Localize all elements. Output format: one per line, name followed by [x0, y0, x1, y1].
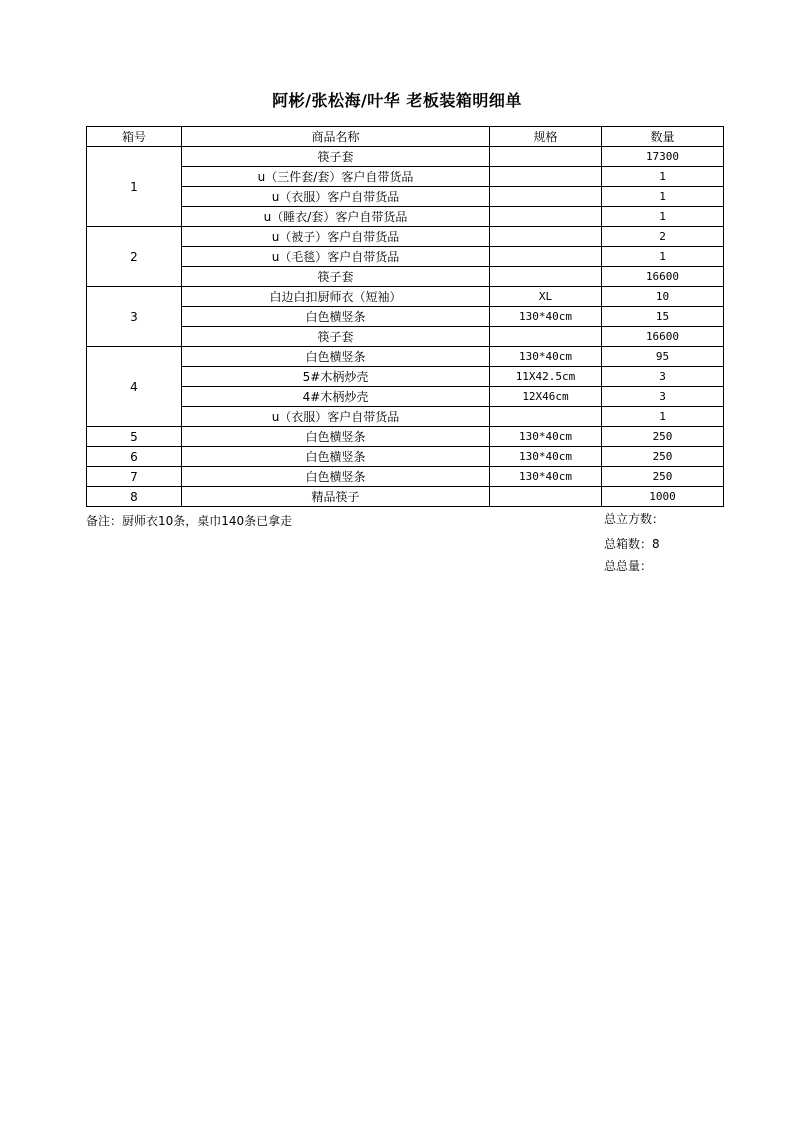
- packing-list-table: [86, 126, 724, 507]
- table-row: [87, 267, 724, 287]
- quantity-cell: 1: [602, 207, 724, 227]
- remark-note: 备注：厨师衣10条，桌巾140条已拿走: [86, 514, 293, 528]
- quantity-cell: 250: [602, 467, 724, 487]
- product-name-cell: u（三件套/套）客户自带货品: [182, 167, 490, 187]
- spec-cell: [490, 147, 602, 167]
- spec-cell: [490, 187, 602, 207]
- product-name-cell: 白色横竖条: [182, 307, 490, 327]
- quantity-cell: 17300: [602, 147, 724, 167]
- table-row: [87, 287, 724, 307]
- product-name-cell: u（衣服）客户自带货品: [182, 407, 490, 427]
- table-row: [87, 247, 724, 267]
- product-name-cell: 筷子套: [182, 267, 490, 287]
- total-quantity-label: 总总量：: [604, 559, 653, 573]
- table-row: [87, 487, 724, 507]
- box-number-cell: 5: [87, 427, 182, 447]
- header-specification: 规格: [490, 127, 602, 147]
- header-product-name: 商品名称: [182, 127, 490, 147]
- spec-cell: [490, 327, 602, 347]
- product-name-cell: 白色横竖条: [182, 427, 490, 447]
- spec-cell: [490, 267, 602, 287]
- spec-cell: 130*40cm: [490, 347, 602, 367]
- box-number-cell: 7: [87, 467, 182, 487]
- quantity-cell: 3: [602, 367, 724, 387]
- table-row: [87, 207, 724, 227]
- total-boxes-label: 总箱数：8: [604, 537, 660, 551]
- spec-cell: [490, 167, 602, 187]
- table-row: [87, 407, 724, 427]
- product-name-cell: 筷子套: [182, 327, 490, 347]
- spec-cell: XL: [490, 287, 602, 307]
- product-name-cell: 精品筷子: [182, 487, 490, 507]
- quantity-cell: 2: [602, 227, 724, 247]
- table-row: [87, 447, 724, 467]
- spec-cell: [490, 207, 602, 227]
- product-name-cell: 白色横竖条: [182, 347, 490, 367]
- spec-cell: [490, 247, 602, 267]
- product-name-cell: 4#木柄炒壳: [182, 387, 490, 407]
- quantity-cell: 16600: [602, 327, 724, 347]
- header-quantity: 数量: [602, 127, 724, 147]
- quantity-cell: 250: [602, 447, 724, 467]
- quantity-cell: 10: [602, 287, 724, 307]
- spec-cell: [490, 227, 602, 247]
- spec-cell: 130*40cm: [490, 307, 602, 327]
- product-name-cell: u（睡衣/套）客户自带货品: [182, 207, 490, 227]
- total-volume-label: 总立方数：: [604, 512, 665, 526]
- product-name-cell: 筷子套: [182, 147, 490, 167]
- product-name-cell: 白色横竖条: [182, 447, 490, 467]
- spec-cell: 130*40cm: [490, 427, 602, 447]
- quantity-cell: 3: [602, 387, 724, 407]
- quantity-cell: 95: [602, 347, 724, 367]
- box-number-cell: 2: [87, 227, 182, 287]
- quantity-cell: 1: [602, 167, 724, 187]
- spec-cell: [490, 487, 602, 507]
- spec-cell: 11X42.5cm: [490, 367, 602, 387]
- box-number-cell: 8: [87, 487, 182, 507]
- table-row: [87, 227, 724, 247]
- box-number-cell: 6: [87, 447, 182, 467]
- table-row: [87, 347, 724, 367]
- box-number-cell: 4: [87, 347, 182, 427]
- spec-cell: 130*40cm: [490, 467, 602, 487]
- table-row: [87, 147, 724, 167]
- table-row: [87, 187, 724, 207]
- product-name-cell: 白边白扣厨师衣（短袖）: [182, 287, 490, 307]
- spec-cell: 130*40cm: [490, 447, 602, 467]
- quantity-cell: 16600: [602, 267, 724, 287]
- quantity-cell: 1000: [602, 487, 724, 507]
- table-row: [87, 327, 724, 347]
- table-row: [87, 307, 724, 327]
- spec-cell: [490, 407, 602, 427]
- quantity-cell: 250: [602, 427, 724, 447]
- quantity-cell: 1: [602, 247, 724, 267]
- quantity-cell: 1: [602, 187, 724, 207]
- spec-cell: 12X46cm: [490, 387, 602, 407]
- product-name-cell: 5#木柄炒壳: [182, 367, 490, 387]
- document-title: 阿彬/张松海/叶华 老板装箱明细单: [272, 91, 522, 110]
- table-row: [87, 387, 724, 407]
- product-name-cell: u（被子）客户自带货品: [182, 227, 490, 247]
- box-number-cell: 1: [87, 147, 182, 227]
- quantity-cell: 15: [602, 307, 724, 327]
- quantity-cell: 1: [602, 407, 724, 427]
- product-name-cell: 白色横竖条: [182, 467, 490, 487]
- product-name-cell: u（衣服）客户自带货品: [182, 187, 490, 207]
- table-row: [87, 427, 724, 447]
- product-name-cell: u（毛毯）客户自带货品: [182, 247, 490, 267]
- table-row: [87, 467, 724, 487]
- header-box-number: 箱号: [87, 127, 182, 147]
- table-header-row: [87, 127, 724, 147]
- table-row: [87, 367, 724, 387]
- table-row: [87, 167, 724, 187]
- box-number-cell: 3: [87, 287, 182, 347]
